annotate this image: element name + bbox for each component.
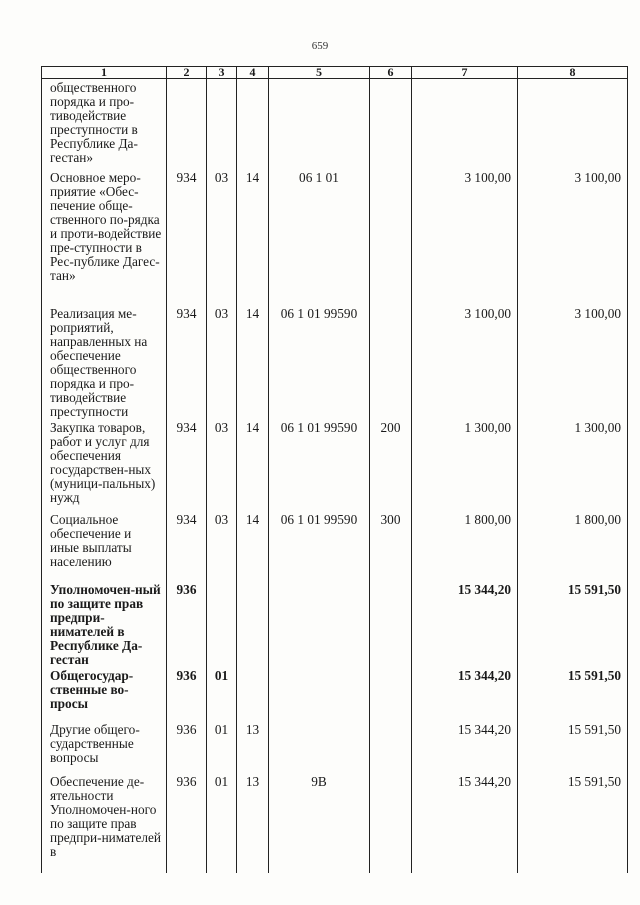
- budget-table: [41, 66, 628, 873]
- table-row: [42, 511, 628, 581]
- table-row: [42, 419, 628, 511]
- row-amount-year-1: 1 800,00: [412, 511, 518, 581]
- table-row: [42, 721, 628, 773]
- row-name-cell: Закупка товаров, работ и услуг для обеспечения государствен-ных (муници-пальных) нужд: [42, 419, 167, 511]
- row-subsection-code: 13: [237, 773, 269, 873]
- row-section-code: 03: [207, 305, 237, 419]
- row-amount-year-2: 15 591,50: [518, 667, 628, 721]
- row-section-code: [207, 581, 237, 667]
- row-target-article: 06 1 01: [269, 169, 370, 305]
- row-subsection-code: [237, 581, 269, 667]
- page-number: 659: [311, 40, 329, 52]
- row-expense-type: [370, 169, 412, 305]
- table-row: [42, 581, 628, 667]
- row-subsection-code: 14: [237, 511, 269, 581]
- row-subsection-code: [237, 667, 269, 721]
- row-amount-year-2: 15 591,50: [518, 773, 628, 873]
- header-col-4: 4: [237, 67, 269, 79]
- row-expense-type: 200: [370, 419, 412, 511]
- row-amount-year-1: 15 344,20: [412, 773, 518, 873]
- row-target-article: 06 1 01 99590: [269, 305, 370, 419]
- row-amount-year-2: 15 591,50: [518, 721, 628, 773]
- row-ministry-code: 936: [167, 773, 207, 873]
- row-expense-type: [370, 667, 412, 721]
- table-row: [42, 305, 628, 419]
- header-col-5: 5: [269, 67, 370, 79]
- row-name-cell: Основное меро-приятие «Обес-печение обще-ственного по-рядка и проти-водействие пре-ступности в Рес-публике Дагес-тан»: [42, 169, 167, 305]
- row-ministry-code: 936: [167, 721, 207, 773]
- row-subsection-code: 14: [237, 169, 269, 305]
- row-ministry-code: 936: [167, 581, 207, 667]
- row-section-code: 03: [207, 511, 237, 581]
- row-target-article: [269, 721, 370, 773]
- row-name-cell: Обеспечение де-ятельности Уполномочен-ного по защите прав предпри-нимателей в: [42, 773, 167, 873]
- row-name-cell: Уполномочен-ный по защите прав предпри-нимателей в Республике Да-гестан: [42, 581, 167, 667]
- row-section-code: 03: [207, 419, 237, 511]
- row-expense-type: [370, 305, 412, 419]
- row-amount-year-2: 15 591,50: [518, 581, 628, 667]
- row-amount-year-1: 3 100,00: [412, 169, 518, 305]
- row-amount-year-1: [412, 79, 518, 169]
- row-subsection-code: [237, 79, 269, 169]
- row-name-cell: Другие общего-сударственные вопросы: [42, 721, 167, 773]
- row-subsection-code: 14: [237, 305, 269, 419]
- row-name-cell: Общегосудар-ственные во-просы: [42, 667, 167, 721]
- table-row: [42, 667, 628, 721]
- header-col-3: 3: [207, 67, 237, 79]
- row-name-cell: Социальное обеспечение и иные выплаты населению: [42, 511, 167, 581]
- row-ministry-code: [167, 79, 207, 169]
- row-ministry-code: 936: [167, 667, 207, 721]
- row-target-article: 9В: [269, 773, 370, 873]
- row-target-article: 06 1 01 99590: [269, 511, 370, 581]
- table-row: [42, 169, 628, 305]
- header-col-8: 8: [518, 67, 628, 79]
- row-amount-year-1: 15 344,20: [412, 581, 518, 667]
- row-name-cell: общественного порядка и про-тиводействие преступности в Республике Да-гестан»: [42, 79, 167, 169]
- row-ministry-code: 934: [167, 419, 207, 511]
- row-amount-year-1: 15 344,20: [412, 721, 518, 773]
- row-subsection-code: 14: [237, 419, 269, 511]
- row-target-article: 06 1 01 99590: [269, 419, 370, 511]
- row-subsection-code: 13: [237, 721, 269, 773]
- row-amount-year-1: 3 100,00: [412, 305, 518, 419]
- row-expense-type: 300: [370, 511, 412, 581]
- row-section-code: 01: [207, 721, 237, 773]
- table-row: [42, 79, 628, 169]
- row-ministry-code: 934: [167, 511, 207, 581]
- header-col-2: 2: [167, 67, 207, 79]
- row-target-article: [269, 667, 370, 721]
- row-amount-year-2: 3 100,00: [518, 169, 628, 305]
- row-target-article: [269, 79, 370, 169]
- row-amount-year-2: 1 300,00: [518, 419, 628, 511]
- row-name-cell: Реализация ме-роприятий, направленных на обеспечение общественного порядка и про-тиводействие преступности: [42, 305, 167, 419]
- header-col-1: 1: [42, 67, 167, 79]
- table-row: [42, 773, 628, 873]
- row-amount-year-2: [518, 79, 628, 169]
- row-target-article: [269, 581, 370, 667]
- row-section-code: 01: [207, 773, 237, 873]
- header-col-7: 7: [412, 67, 518, 79]
- row-section-code: [207, 79, 237, 169]
- row-expense-type: [370, 721, 412, 773]
- table-header-row: [42, 67, 628, 79]
- row-expense-type: [370, 773, 412, 873]
- row-expense-type: [370, 581, 412, 667]
- row-amount-year-2: 1 800,00: [518, 511, 628, 581]
- table-body: [42, 79, 628, 873]
- header-col-6: 6: [370, 67, 412, 79]
- row-ministry-code: 934: [167, 305, 207, 419]
- row-section-code: 01: [207, 667, 237, 721]
- row-expense-type: [370, 79, 412, 169]
- row-amount-year-1: 1 300,00: [412, 419, 518, 511]
- row-ministry-code: 934: [167, 169, 207, 305]
- row-amount-year-2: 3 100,00: [518, 305, 628, 419]
- row-section-code: 03: [207, 169, 237, 305]
- row-amount-year-1: 15 344,20: [412, 667, 518, 721]
